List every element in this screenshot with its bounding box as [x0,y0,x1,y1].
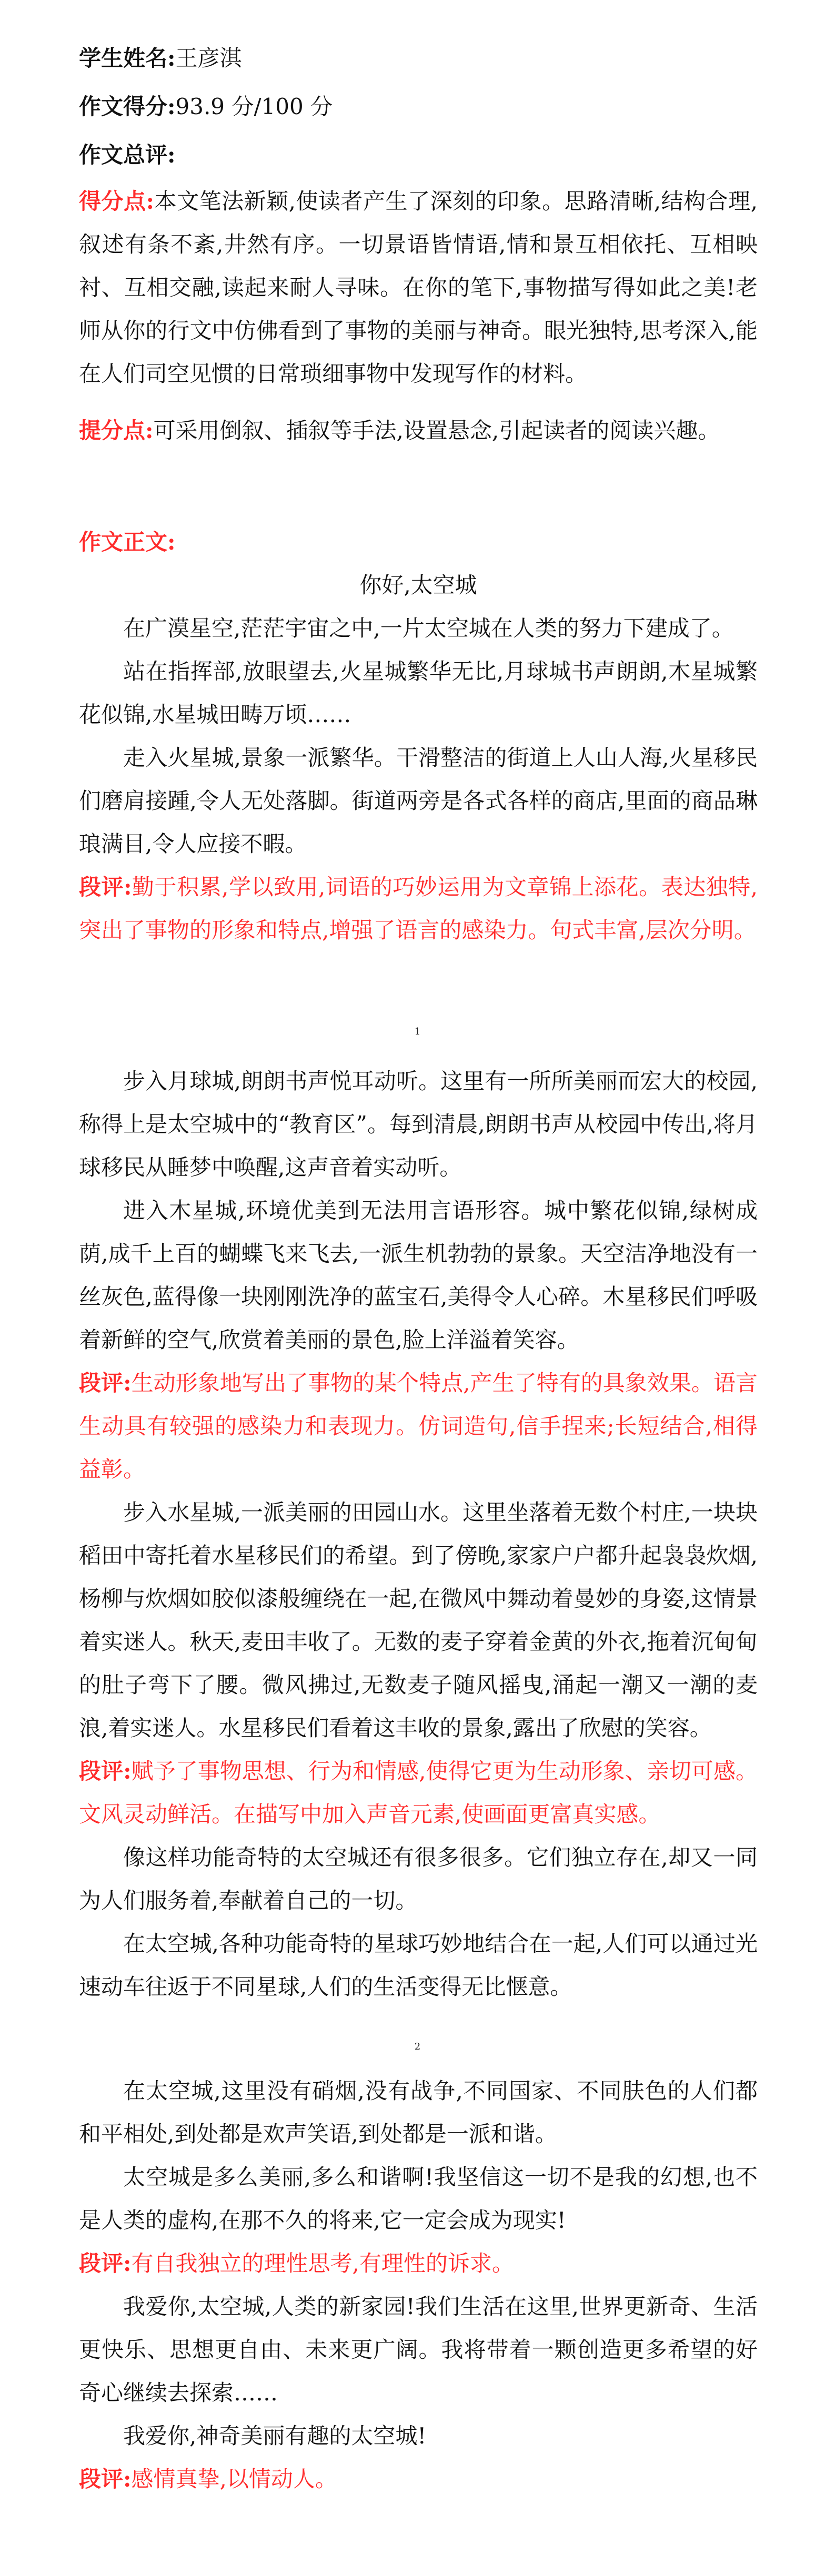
essay-paragraph-10: 太空城是多么美丽,多么和谐啊!我坚信这一切不是我的幻想,也不是人类的虚构,在那不久的将来,它一定会成为现实! [79,2164,758,2233]
paragraph-comment-2-label: 段评: [79,1370,132,1396]
paragraph-comment-2 [79,1362,758,1491]
essay-section-2 [79,1060,758,2009]
paragraph-comment-1-label: 段评: [79,874,132,900]
essay-paragraph-2: 站在指挥部,放眼望去,火星城繁华无比,月球城书声朗朗,木星城繁花似锦,水星城田畴万顷…… [79,658,758,727]
student-name-label: 学生姓名: [79,45,176,71]
page-number-2: 2 [414,2041,421,2052]
improve-text: 可采用倒叙、插叙等手法,设置悬念,引起读者的阅读兴趣。 [153,418,720,443]
student-name-line [79,42,758,75]
essay-paragraph-8: 在太空城,各种功能奇特的星球巧妙地结合在一起,人们可以通过光速动车往返于不同星球,人们的生活变得无比惬意。 [79,1931,758,2000]
strength-paragraph [79,180,758,395]
overall-comments [79,180,758,452]
paragraph-comment-4-text: 有自我独立的理性思考,有理性的诉求。 [131,2250,514,2276]
essay-paragraph-1: 在广漠星空,茫茫宇宙之中,一片太空城在人类的努力下建成了。 [123,615,734,641]
paragraph-comment-3-label: 段评: [79,1758,132,1784]
overall-comment-heading [79,139,758,171]
paragraph-comment-5 [79,2458,758,2501]
paragraph-comment-3-text: 赋予了事物思想、行为和情感,使得它更为生动形象、亲切可感。文风灵动鲜活。在描写中加入声音元素,使画面更富真实感。 [79,1758,758,1827]
essay-paragraph-4: 步入月球城,朗朗书声悦耳动听。这里有一所所美丽而宏大的校园,称得上是太空城中的“教育区”。每到清晨,朗朗书声从校园中传出,将月球移民从睡梦中唤醒,这声音着实动听。 [79,1068,758,1180]
strength-label: 得分点: [79,188,155,214]
essay-paragraph-5: 进入木星城,环境优美到无法用言语形容。城中繁花似锦,绿树成荫,成千上百的蝴蝶飞来飞去,一派生机勃勃的景象。天空洁净地没有一丝灰色,蓝得像一块刚刚洗净的蓝宝石,美得令人心碎。木星移民们呼吸着新鲜的空气,欣赏着美丽的景色,脸上洋溢着笑容。 [79,1198,758,1353]
essay-paragraph-12: 我爱你,神奇美丽有趣的太空城! [123,2423,427,2449]
overall-comment-label: 作文总评: [79,142,176,168]
student-name-value: 王彦淇 [175,45,242,71]
essay-paragraph-3: 走入火星城,景象一派繁华。干滑整洁的街道上人山人海,火星移民们磨肩接踵,令人无处落脚。街道两旁是各式各样的商店,里面的商品琳琅满目,令人应接不暇。 [79,745,758,857]
essay-title: 你好,太空城 [359,572,477,598]
paragraph-comment-3 [79,1750,758,1836]
paragraph-comment-1-text: 勤于积累,学以致用,词语的巧妙运用为文章锦上添花。表达独特,突出了事物的形象和特点,增强了语言的感染力。句式丰富,层次分明。 [79,874,758,943]
improve-paragraph [79,409,758,452]
paragraph-comment-4 [79,2242,758,2285]
score-value: 93.9 分/100 分 [175,94,333,119]
paragraph-comment-5-label: 段评: [79,2466,132,2492]
essay-paragraph-6: 步入水星城,一派美丽的田园山水。这里坐落着无数个村庄,一块块稻田中寄托着水星移民们的希望。到了傍晚,家家户户都升起袅袅炊烟,杨柳与炊烟如胶似漆般缠绕在一起,在微风中舞动着曼妙的身姿,这情景着实迷人。秋天,麦田丰收了。无数的麦子穿着金黄的外衣,拖着沉甸甸的肚子弯下了腰。微风拂过,无数麦子随风摇曳,涌起一潮又一潮的麦浪,着实迷人。水星移民们看着这丰收的景象,露出了欣慰的笑容。 [79,1499,758,1741]
score-line [79,90,758,123]
paragraph-comment-1 [79,866,758,952]
essay-paragraph-7: 像这样功能奇特的太空城还有很多很多。它们独立存在,却又一同为人们服务着,奉献着自己的一切。 [79,1844,758,1913]
paragraph-comment-5-text: 感情真挚,以情动人。 [131,2466,337,2492]
essay-paragraph-11: 我爱你,太空城,人类的新家园!我们生活在这里,世界更新奇、生活更快乐、思想更自由、未来更广阔。我将带着一颗创造更多希望的好奇心继续去探索…… [79,2294,758,2406]
page-number-1: 1 [414,1026,421,1037]
paragraph-comment-4-label: 段评: [79,2250,132,2276]
strength-text: 本文笔法新颖,使读者产生了深刻的印象。思路清晰,结构合理,叙述有条不紊,井然有序。一切景语皆情语,情和景互相依托、互相映衬、互相交融,读起来耐人寻味。在你的笔下,事物描写得如此之美!老师从你的行文中仿佛看到了事物的美丽与神奇。眼光独特,思考深入,能在人们司空见惯的日常琐细事物中发现写作的材料。 [79,188,758,387]
essay-label: 作文正文: [79,529,176,555]
essay-section-3 [79,2070,758,2501]
paragraph-comment-2-text: 生动形象地写出了事物的某个特点,产生了特有的具象效果。语言生动具有较强的感染力和表现力。仿词造句,信手捏来;长短结合,相得益彰。 [79,1370,758,1482]
student-info [79,42,758,187]
essay-section-1 [79,521,758,952]
improve-label: 提分点: [79,418,154,443]
essay-paragraph-9: 在太空城,这里没有硝烟,没有战争,不同国家、不同肤色的人们都和平相处,到处都是欢声笑语,到处都是一派和谐。 [79,2078,758,2147]
score-label: 作文得分: [79,94,176,119]
essay-label-line [79,521,758,564]
